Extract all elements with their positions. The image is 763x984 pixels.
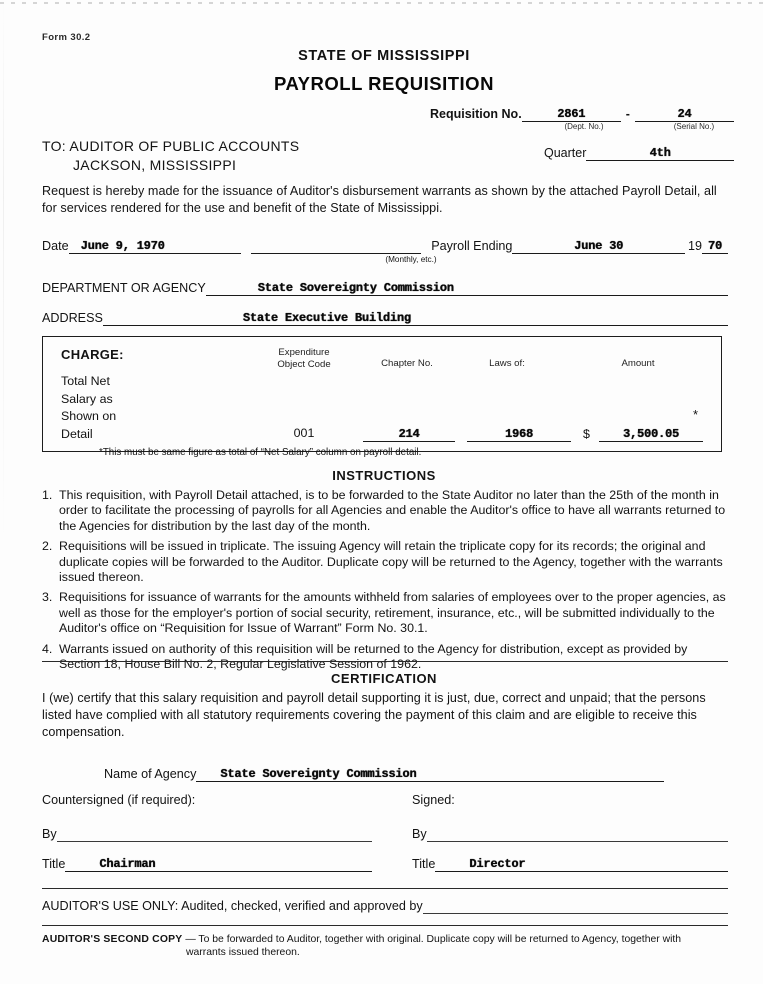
requisition-number-row <box>430 106 734 122</box>
quarter-value: 4th <box>649 146 671 160</box>
charge-heading: CHARGE: <box>61 347 124 362</box>
chapter-no-value: 214 <box>398 427 420 441</box>
signed-by-row <box>412 826 728 842</box>
payroll-ending-value: June 30 <box>574 239 624 253</box>
signed-label: Signed: <box>412 793 455 807</box>
chapter-no-field[interactable] <box>363 426 455 442</box>
instruction-number: 4. <box>42 641 53 656</box>
laws-of-value: 1968 <box>504 427 534 441</box>
instructions-list <box>42 488 732 677</box>
charge-row-label-line-2: Salary as <box>61 391 113 406</box>
auditor-second-copy-text-continued: warrants issued thereon. <box>186 947 300 958</box>
countersigned-by-label: By <box>42 827 57 841</box>
form-sheet <box>34 0 734 984</box>
countersigned-title-row <box>42 856 372 872</box>
auditor-use-only-label: AUDITOR'S USE ONLY: Audited, checked, verified and approved by <box>42 899 423 913</box>
signed-by-field[interactable] <box>427 826 728 842</box>
payroll-ending-field[interactable] <box>512 238 685 254</box>
countersigned-title-field[interactable] <box>65 856 372 872</box>
column-header-chapter-no: Chapter No. <box>381 358 433 369</box>
year-field[interactable] <box>702 238 728 254</box>
requisition-number-label: Requisition No. <box>430 107 522 121</box>
column-header-object-code-line-1: Expenditure <box>278 347 330 358</box>
date-field[interactable] <box>69 238 242 254</box>
auditor-approved-by-field[interactable] <box>423 898 728 914</box>
certification-paragraph: I (we) certify that this salary requisition and payroll detail supporting it is just, due, correct and unpaid; that the persons listed have complied with all statutory requirements covering the payment of this claim and are eligible to receive this compensation. <box>42 691 706 739</box>
charge-box <box>42 336 722 458</box>
auditor-second-copy-text: To be forwarded to Auditor, together with original. Duplicate copy will be returned to Agency, together with <box>198 934 682 945</box>
charge-row-label <box>61 373 116 443</box>
instruction-item <box>42 539 732 585</box>
addressee-line-1: TO: AUDITOR OF PUBLIC ACCOUNTS <box>42 138 300 154</box>
serial-no-value: 24 <box>677 107 692 121</box>
charge-footnote: *This must be same figure as total of “Net Salary” column on payroll detail. <box>99 447 422 458</box>
year-prefix: 19 <box>687 239 702 253</box>
address-label: ADDRESS <box>42 311 103 325</box>
requisition-separator: - <box>625 107 630 121</box>
dept-no-caption: (Dept. No.) <box>564 122 604 131</box>
quarter-label: Quarter <box>544 146 587 160</box>
monthly-caption: (Monthly, etc.) <box>385 255 437 264</box>
dollar-sign: $ <box>583 427 590 441</box>
amount-field[interactable] <box>599 426 703 442</box>
column-header-object-code <box>249 347 359 370</box>
form-title-block <box>34 48 734 95</box>
date-label: Date <box>42 239 69 253</box>
addressee-block <box>42 137 299 175</box>
instruction-text: This requisition, with Payroll Detail attached, is to be forwarded to the State Auditor no later than the 25th of the month in order to facilitate the processing of payrolls for all Agencies and enable the Auditor's office to have all warrants returned to the Agencies for distribution by the last day of the month. <box>59 488 726 533</box>
instruction-text: Requisitions will be issued in triplicate. The issuing Agency will retain the triplicate copy for its records; the original and duplicate copies will be forwarded to the Auditor. Duplicate copy will be returned to the Agency, together with the warrants issued thereon. <box>59 539 723 585</box>
form-title: PAYROLL REQUISITION <box>274 73 494 94</box>
column-header-amount: Amount <box>621 358 655 369</box>
instruction-item <box>42 488 732 534</box>
charge-row-label-line-4: Detail <box>61 426 93 441</box>
countersigned-label: Countersigned (if required): <box>42 793 196 807</box>
divider-rule-footer <box>42 925 728 926</box>
signed-title-field[interactable] <box>435 856 728 872</box>
divider-rule-instructions <box>42 661 728 662</box>
amount-asterisk: * <box>693 407 699 422</box>
instructions-heading: INSTRUCTIONS <box>332 468 436 483</box>
signed-by-label: By <box>412 827 427 841</box>
auditor-use-only-row <box>42 898 728 914</box>
instruction-number: 2. <box>42 539 53 554</box>
agency-name-value: State Sovereignty Commission <box>220 767 417 781</box>
column-header-object-code-line-2: Object Code <box>277 358 331 370</box>
department-label: DEPARTMENT OR AGENCY <box>42 281 206 295</box>
department-row <box>42 280 728 296</box>
date-row <box>42 238 728 254</box>
instruction-number: 1. <box>42 488 53 502</box>
state-title: STATE OF MISSISSIPPI <box>298 48 470 64</box>
quarter-field[interactable] <box>586 145 734 161</box>
object-code-value: 001 <box>293 426 315 440</box>
dept-no-value: 2861 <box>557 107 586 121</box>
countersigned-title-value: Chairman <box>99 857 156 871</box>
amount-value: 3,500.05 <box>622 427 680 441</box>
instruction-item <box>42 590 732 636</box>
signed-title-value: Director <box>469 857 526 871</box>
auditor-second-copy-label: AUDITOR'S SECOND COPY <box>42 934 183 945</box>
quarter-row <box>544 145 734 161</box>
signed-title-row <box>412 856 728 872</box>
address-field[interactable] <box>103 310 728 326</box>
agency-name-label: Name of Agency <box>104 767 197 781</box>
charge-row-label-line-3: Shown on <box>61 409 117 423</box>
laws-of-field[interactable] <box>467 426 571 442</box>
divider-rule-signatures <box>42 888 728 889</box>
address-value: State Executive Building <box>242 311 411 325</box>
charge-row-label-line-1: Total Net <box>61 374 110 388</box>
countersigned-title-label: Title <box>42 857 66 871</box>
form-number-label: Form 30.2 <box>42 32 91 43</box>
serial-no-caption: (Serial No.) <box>673 122 715 131</box>
certification-heading: CERTIFICATION <box>331 671 437 686</box>
department-field[interactable] <box>206 280 728 296</box>
address-row <box>42 310 728 326</box>
footer-dash: — <box>185 934 196 945</box>
department-value: State Sovereignty Commission <box>257 281 454 295</box>
year-value: 70 <box>707 239 723 253</box>
serial-no-field[interactable] <box>635 106 734 122</box>
request-paragraph: Request is hereby made for the issuance of Auditor's disbursement warrants as shown by the attached Payroll Detail, all for services rendered for the use and benefit of the State of Mississippi. <box>42 184 717 215</box>
signed-title-label: Title <box>412 857 436 871</box>
instruction-text: Warrants issued on authority of this requisition will be returned to the Agency for distribution, except as provided by Section 18, House Bill No. 2, Regular Legislative Session of 1962. <box>59 641 688 672</box>
countersigned-by-field[interactable] <box>57 826 372 842</box>
agency-name-field[interactable] <box>196 766 664 782</box>
column-header-laws-of: Laws of: <box>489 358 525 369</box>
addressee-line-2: JACKSON, MISSISSIPPI <box>73 157 237 173</box>
payroll-period-type-field[interactable] <box>251 238 421 254</box>
footer-note <box>42 933 728 959</box>
agency-name-row <box>104 766 664 782</box>
instruction-number: 3. <box>42 590 53 605</box>
instruction-text: Requisitions for issuance of warrants for the amounts withheld from salaries of employees over to the proper agencies, as well as those for the employer's portion of social security, retirement, insurance, etc., will be submitted individually to the Auditor's office on “Requisition for Issue of Warrant” Form No. 30.1. <box>59 590 726 636</box>
dept-no-field[interactable] <box>522 106 621 122</box>
countersigned-by-row <box>42 826 372 842</box>
payroll-ending-label: Payroll Ending <box>431 239 513 253</box>
instruction-item <box>42 642 732 673</box>
date-value: June 9, 1970 <box>80 239 165 253</box>
scan-edge-artifact-left <box>3 0 4 984</box>
